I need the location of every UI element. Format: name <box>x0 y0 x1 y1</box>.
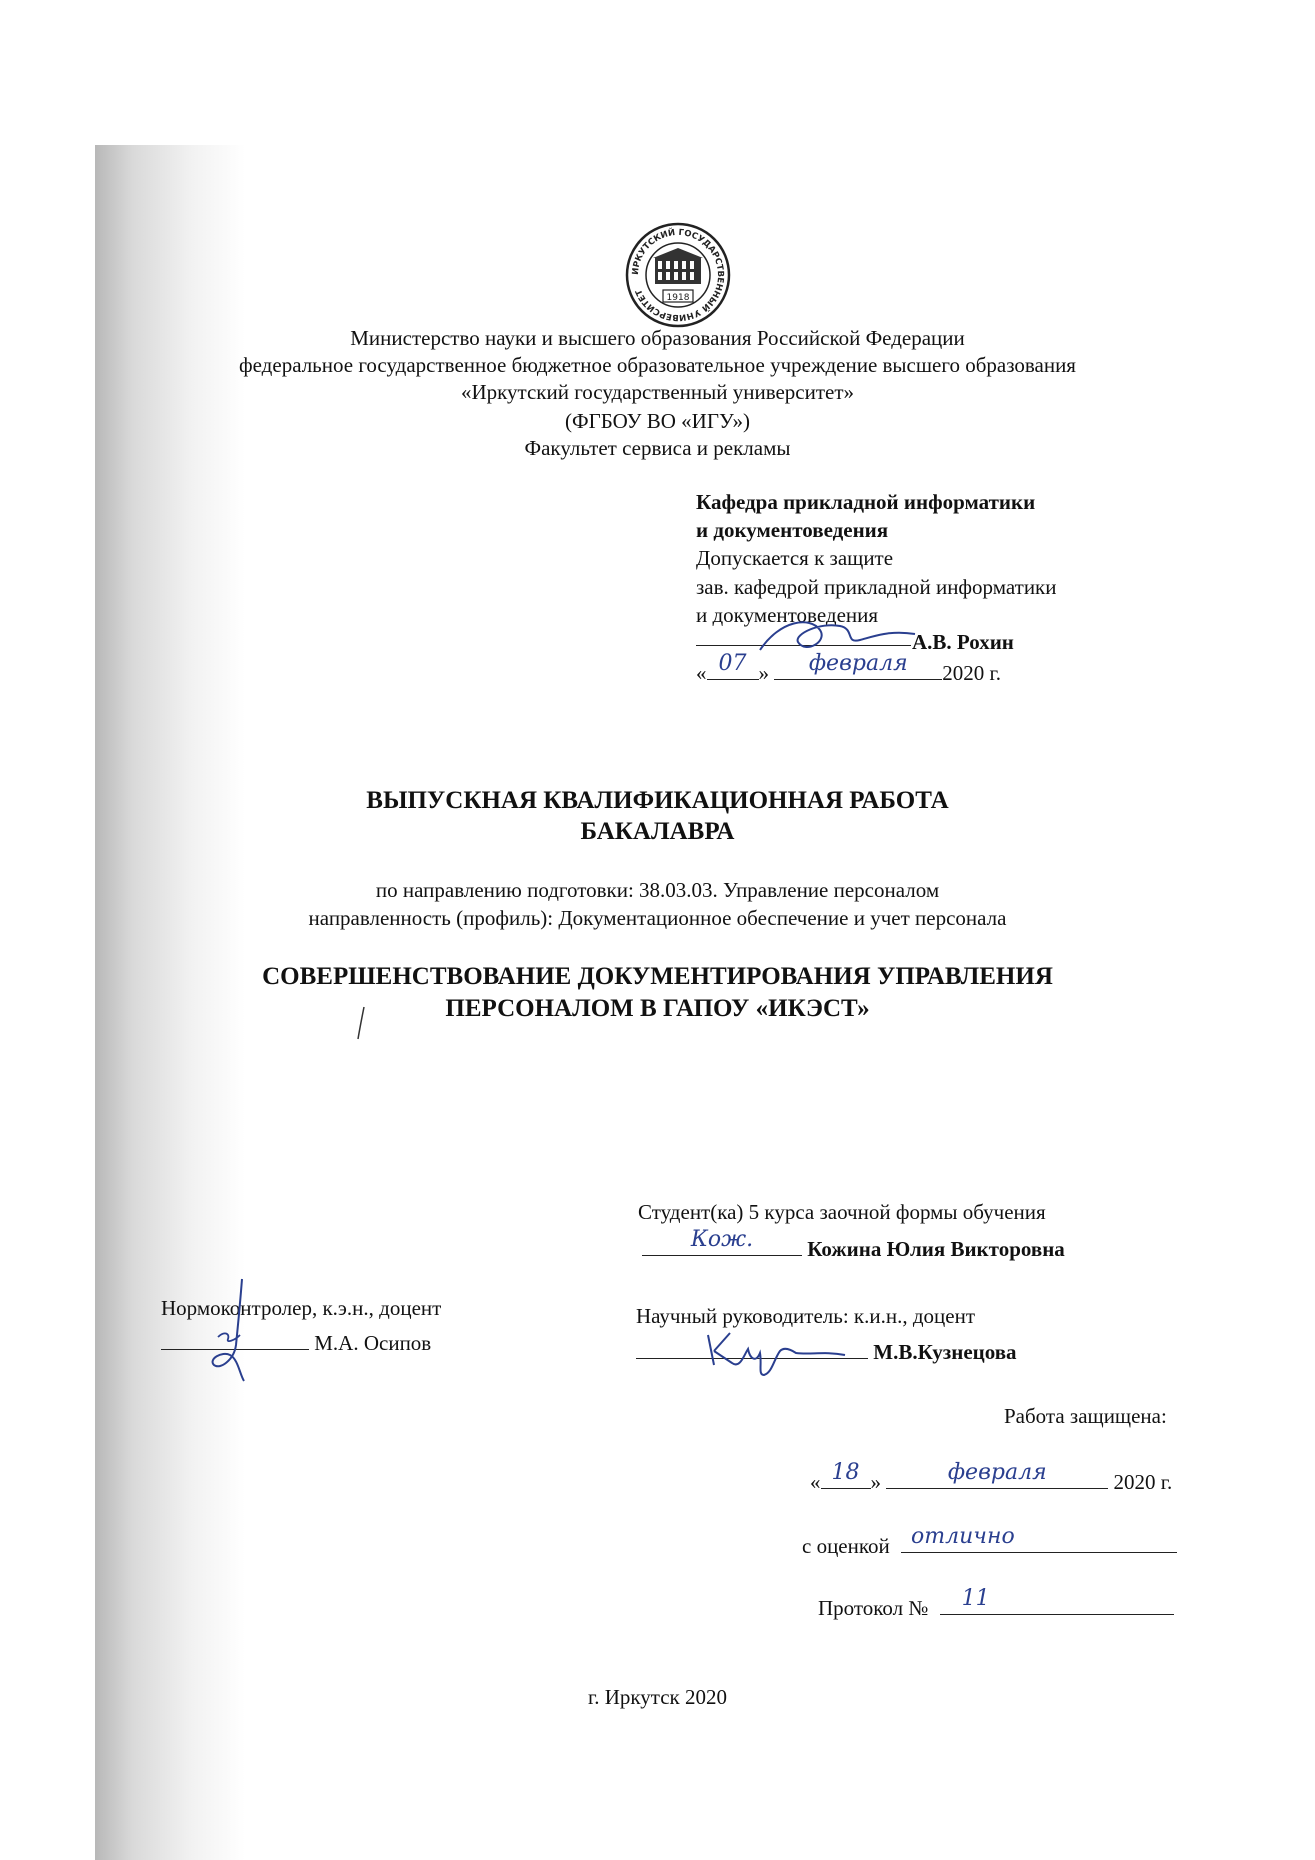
student-signature-value: Кож. <box>690 1227 754 1252</box>
head-name: А.В. Рохин <box>912 630 1014 654</box>
approval-month-field <box>774 651 942 680</box>
normcontrol-name: М.А. Осипов <box>314 1331 432 1355</box>
student-label: Студент(ка) 5 курса заочной формы обучения <box>638 1200 1046 1224</box>
approval-month-value: февраля <box>808 651 908 676</box>
student-signature-row <box>642 1227 1065 1263</box>
head-position-line-2: и документоведения <box>696 603 879 627</box>
work-type-line-2: БАКАЛАВРА <box>580 818 735 845</box>
university-name: «Иркутский государственный университет» <box>460 380 855 404</box>
university-seal-icon <box>625 222 731 328</box>
approval-date <box>696 651 1001 687</box>
defense-label: Работа защищена: <box>1004 1404 1167 1428</box>
institution-type-line: федеральное государственное бюджетное образовательное учреждение высшего образования <box>239 353 1076 377</box>
department-line-2: и документоведения <box>696 518 889 542</box>
supervisor-label: Научный руководитель: к.и.н., доцент <box>636 1304 975 1328</box>
pen-mark-icon <box>355 1005 367 1041</box>
ministry-line: Министерство науки и высшего образования Российской Федерации <box>350 326 965 350</box>
work-type-line-1: ВЫПУСКНАЯ КВАЛИФИКАЦИОННАЯ РАБОТА <box>366 787 949 814</box>
grade-row <box>802 1524 1177 1560</box>
seal-year: 1918 <box>666 293 690 303</box>
protocol-label: Протокол № <box>818 1596 929 1620</box>
normcontrol-signature-icon <box>200 1275 270 1385</box>
protocol-field <box>940 1586 1174 1615</box>
protocol-value: 11 <box>961 1586 990 1611</box>
protocol-row <box>818 1586 1174 1622</box>
admitted-to-defense: Допускается к защите <box>696 546 894 570</box>
seal-text: ИРКУТСКИЙ ГОСУДАРСТВЕННЫЙ УНИВЕРСИТЕТ <box>630 227 726 323</box>
thesis-title-line-2: ПЕРСОНАЛОМ В ГАПОУ «ИКЭСТ» <box>445 995 870 1022</box>
defense-day-value: 18 <box>831 1460 860 1485</box>
defense-day-field <box>821 1460 871 1489</box>
normcontrol-label: Нормоконтролер, к.э.н., доцент <box>161 1296 442 1320</box>
approval-year: 2020 г. <box>942 661 1001 685</box>
defense-date-close-quote: » <box>870 1470 881 1494</box>
defense-date <box>810 1460 1173 1496</box>
training-profile: направленность (профиль): Документационное обеспечение и учет персонала <box>308 906 1007 930</box>
department-line-1: Кафедра прикладной информатики <box>696 490 1036 514</box>
approval-day-value: 07 <box>718 651 747 676</box>
approval-date-open-quote: « <box>696 661 707 685</box>
training-direction: по направлению подготовки: 38.03.03. Управление персоналом <box>375 878 940 902</box>
grade-value: отлично <box>911 1524 1015 1549</box>
head-position-line-1: зав. кафедрой прикладной информатики <box>696 575 1057 599</box>
supervisor-signature-icon <box>700 1325 850 1380</box>
approval-date-close-quote: » <box>758 661 769 685</box>
defense-month-value: февраля <box>947 1460 1047 1485</box>
defense-year: 2020 г. <box>1113 1470 1173 1494</box>
defense-month-field <box>886 1460 1108 1489</box>
student-name: Кожина Юлия Викторовна <box>807 1237 1065 1261</box>
grade-label: с оценкой <box>802 1534 890 1558</box>
student-signature-field <box>642 1227 802 1256</box>
approval-day-field <box>707 651 759 680</box>
defense-date-open-quote: « <box>810 1470 821 1494</box>
university-abbreviation: (ФГБОУ ВО «ИГУ») <box>564 409 750 433</box>
city-year: г. Иркутск 2020 <box>587 1685 728 1709</box>
faculty-name: Факультет сервиса и рекламы <box>524 436 791 460</box>
supervisor-name: М.В.Кузнецова <box>873 1340 1017 1364</box>
grade-field <box>901 1524 1177 1553</box>
thesis-title-line-1: СОВЕРШЕНСТВОВАНИЕ ДОКУМЕНТИРОВАНИЯ УПРАВЛЕНИЯ <box>262 963 1053 990</box>
